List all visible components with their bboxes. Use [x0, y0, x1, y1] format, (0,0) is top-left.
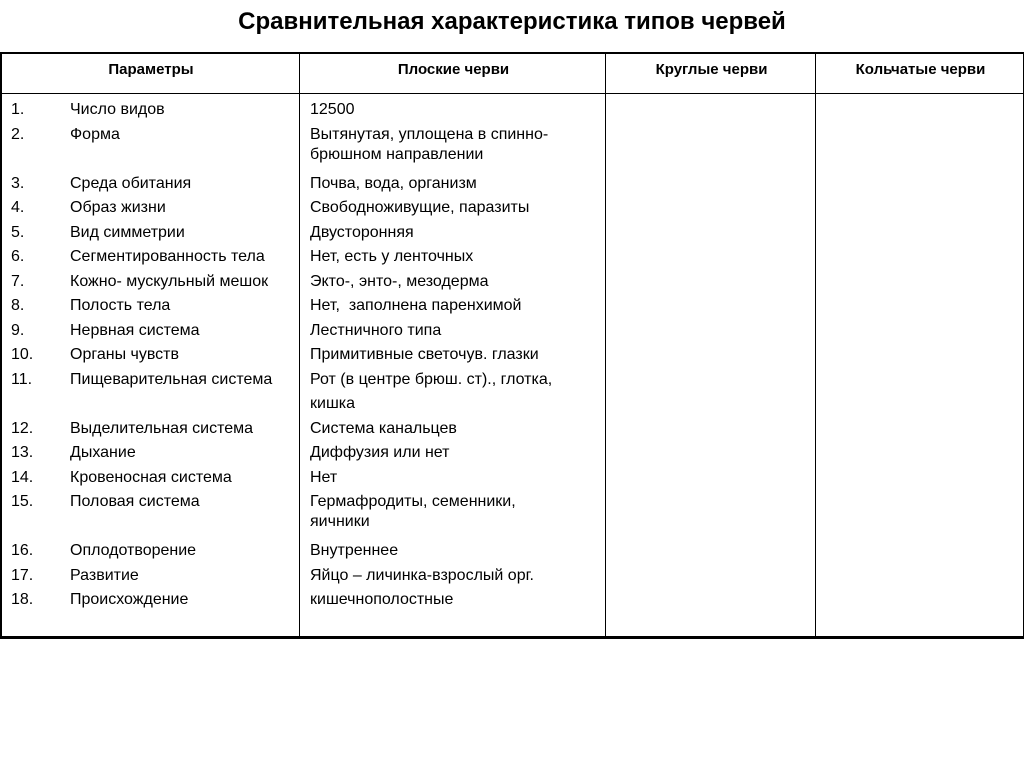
- row-number: 18.: [11, 591, 34, 608]
- row-flat-worms-value: Вытянутая, уплощена в спинно-брюшном направлении: [310, 126, 549, 163]
- row-number: 4.: [11, 199, 25, 216]
- row-parameter: Образ жизни: [70, 199, 166, 216]
- row-number: 2.: [11, 126, 25, 143]
- header-round-worms: Круглые черви: [655, 61, 768, 78]
- row-parameter: Полость тела: [70, 297, 171, 314]
- row-parameter: Происхождение: [70, 591, 189, 608]
- row-parameter: Органы чувств: [70, 346, 179, 363]
- row-number: 14.: [11, 469, 34, 486]
- row-flat-worms-value: Экто-, энто-, мезодерма: [310, 273, 489, 290]
- row-parameter: Дыхание: [70, 444, 136, 461]
- row-parameter: Половая система: [70, 493, 200, 510]
- row-parameter: Вид симметрии: [70, 224, 185, 241]
- row-parameter: Кожно- мускульный мешок: [70, 273, 269, 290]
- row-number: 17.: [11, 567, 34, 584]
- row-parameter: Оплодотворение: [70, 542, 197, 559]
- row-flat-worms-value: Почва, вода, организм: [310, 175, 477, 192]
- row-parameter: Пищеварительная система: [70, 371, 273, 388]
- row-parameter: Развитие: [70, 567, 139, 584]
- row-number: 10.: [11, 346, 34, 363]
- row-number: 8.: [11, 297, 25, 314]
- row-parameter: Число видов: [70, 101, 165, 118]
- table-header-row: [2, 54, 1024, 94]
- header-annelid-worms: Кольчатые черви: [855, 61, 986, 78]
- row-number: 15.: [11, 493, 34, 510]
- row-number: 11.: [11, 371, 33, 388]
- row-flat-worms-value: Яйцо – личинка-взрослый орг.: [310, 567, 534, 584]
- table-body: [2, 94, 1024, 636]
- row-parameter: Нервная система: [70, 322, 200, 339]
- row-flat-worms-value: Гермафродиты, семенники, яичники: [310, 493, 516, 530]
- row-flat-worms-value: Диффузия или нет: [310, 444, 450, 461]
- header-params: Параметры: [108, 61, 194, 78]
- row-flat-worms-value: Лестничного типа: [310, 322, 442, 339]
- row-parameter: Кровеносная система: [70, 469, 232, 486]
- row-flat-worms-value: 12500: [310, 101, 355, 118]
- row-parameter: Выделительная система: [70, 420, 254, 437]
- row-flat-worms-value: Рот (в центре брюш. ст)., глотка, кишка: [310, 371, 553, 412]
- row-flat-worms-value: Примитивные светочув. глазки: [310, 346, 539, 363]
- row-number: 12.: [11, 420, 34, 437]
- row-number: 3.: [11, 175, 25, 192]
- row-flat-worms-value: Нет: [310, 469, 338, 486]
- row-parameter: Среда обитания: [70, 175, 192, 192]
- page-title: Сравнительная характеристика типов червей: [238, 8, 786, 35]
- row-number: 6.: [11, 248, 25, 265]
- row-flat-worms-value: Двусторонняя: [310, 224, 414, 241]
- row-flat-worms-value: Нет, заполнена паренхимой: [310, 297, 522, 314]
- row-flat-worms-value: Свободноживущие, паразиты: [310, 199, 530, 216]
- comparison-table: [0, 52, 1024, 639]
- row-flat-worms-value: Внутреннее: [310, 542, 399, 559]
- row-flat-worms-value: Нет, есть у ленточных: [310, 248, 474, 265]
- row-number: 5.: [11, 224, 25, 241]
- row-number: 9.: [11, 322, 25, 339]
- row-parameter: Форма: [70, 126, 120, 143]
- row-number: 13.: [11, 444, 34, 461]
- row-flat-worms-value: кишечнополостные: [310, 591, 454, 608]
- row-flat-worms-value: Система канальцев: [310, 420, 457, 437]
- row-number: 7.: [11, 273, 25, 290]
- row-number: 1.: [11, 101, 25, 118]
- header-flat-worms: Плоские черви: [397, 61, 510, 78]
- row-number: 16.: [11, 542, 34, 559]
- row-parameter: Сегментированность тела: [70, 248, 265, 265]
